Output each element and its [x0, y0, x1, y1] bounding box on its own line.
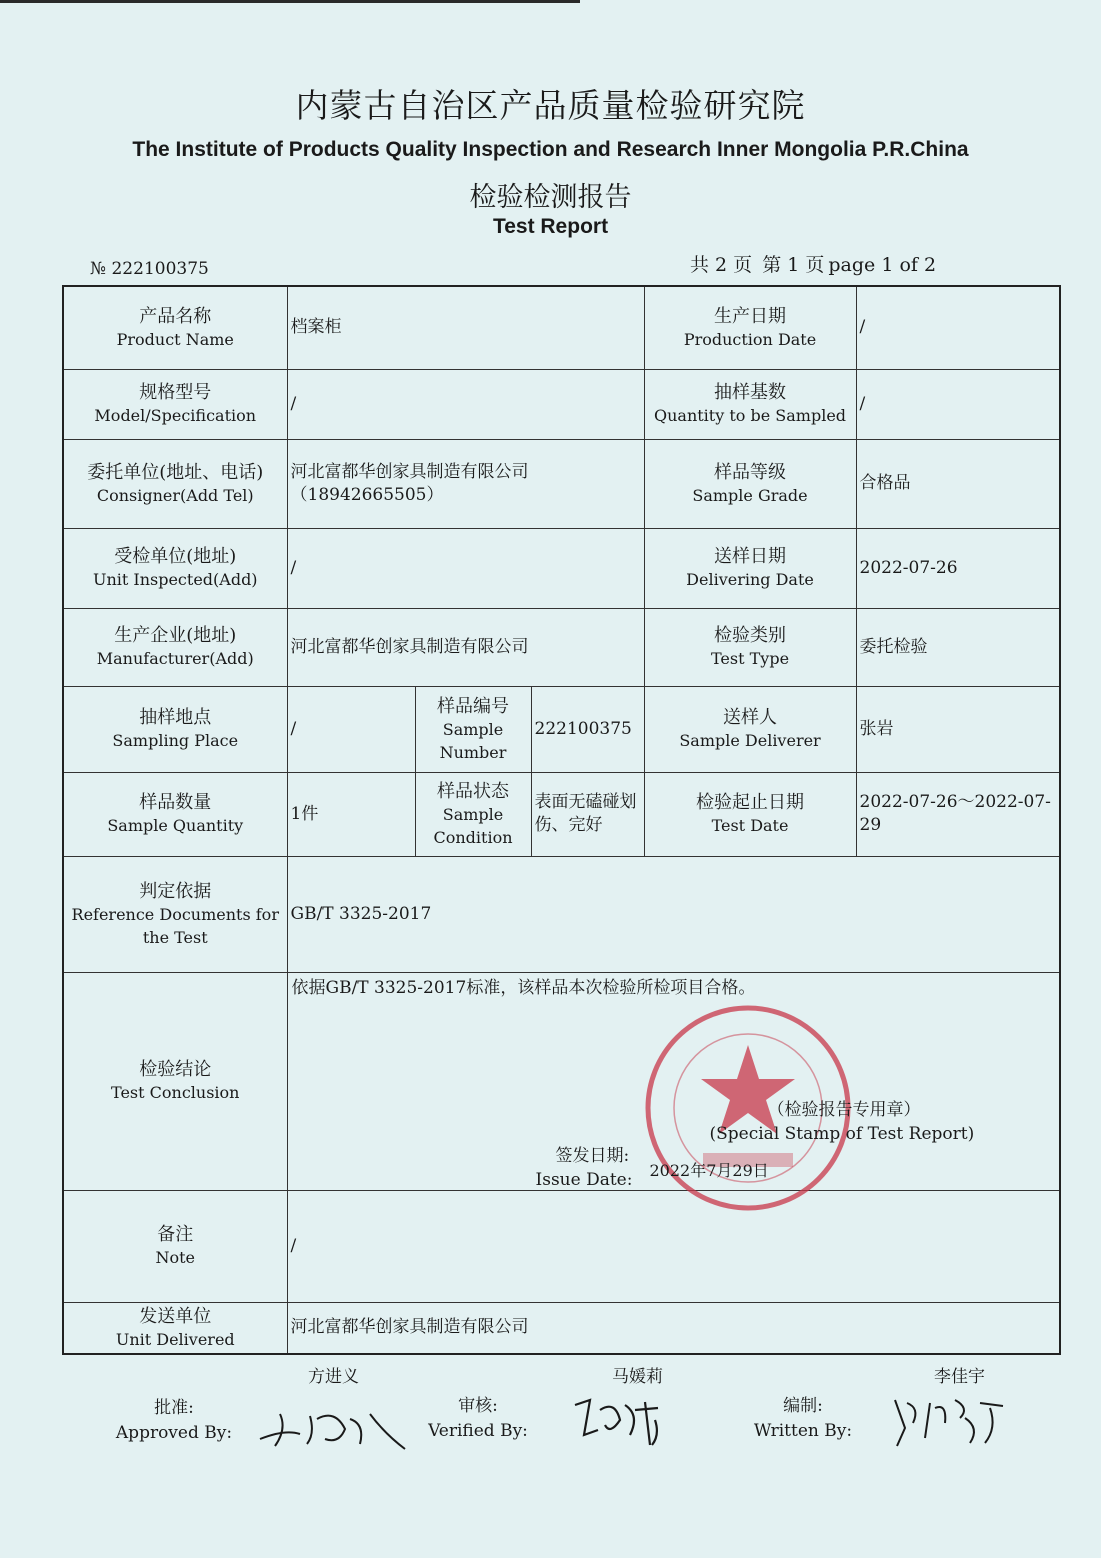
test-type-label: 检验类别 Test Type [644, 608, 856, 686]
sample-deliverer-label: 送样人 Sample Deliverer [644, 686, 856, 772]
reference-value: GB/T 3325-2017 [287, 856, 1060, 972]
institute-title-en: The Institute of Products Quality Inspection and Research Inner Mongolia P.R.China [132, 138, 969, 161]
issue-date-label-en: Issue Date: [535, 1169, 633, 1190]
sample-quantity-label: 样品数量 Sample Quantity [63, 772, 287, 856]
manufacturer-label: 生产企业(地址) Manufacturer(Add) [63, 608, 287, 686]
conclusion-text: 依据GB/T 3325-2017标准，该样品本次检验所检项目合格。 [291, 977, 756, 998]
reference-label: 判定依据 Reference Documents for the Test [63, 856, 287, 972]
writer-signature [885, 1388, 1015, 1450]
model-label: 规格型号 Model/Specification [63, 369, 287, 439]
test-date-label: 检验起止日期 Test Date [644, 772, 856, 856]
product-name-value: 档案柜 [287, 286, 644, 369]
table-row [63, 608, 1060, 686]
institute-title-cn: 内蒙古自治区产品质量检验研究院 [295, 86, 806, 125]
stamp-caption-en: (Special Stamp of Test Report) [709, 1123, 975, 1144]
production-date-label: 生产日期 Production Date [644, 286, 856, 369]
note-value: / [287, 1190, 1060, 1302]
consignor-label: 委托单位(地址、电话) Consigner(Add Tel) [63, 439, 287, 528]
table-row [63, 439, 1060, 528]
top-rule [0, 0, 580, 3]
note-label: 备注 Note [63, 1190, 287, 1302]
table-row [63, 856, 1060, 972]
stamp-caption-cn: （检验报告专用章） [767, 1099, 921, 1120]
consignor-name: 河北富都华创家具制造有限公司 [290, 461, 529, 482]
approved-by-label: 批准: Approved By: [115, 1398, 233, 1443]
conclusion-cell [287, 972, 1060, 1190]
table-row [63, 1302, 1060, 1354]
production-date-value: / [856, 286, 1060, 369]
delivering-date-value: 2022-07-26 [856, 528, 1060, 608]
unit-delivered-value: 河北富都华创家具制造有限公司 [287, 1302, 1060, 1354]
sample-number-value: 222100375 [531, 686, 644, 772]
sample-grade-label: 样品等级 Sample Grade [644, 439, 856, 528]
unit-delivered-label: 发送单位 Unit Delivered [63, 1302, 287, 1354]
approver-signature [255, 1394, 415, 1454]
table-row [63, 972, 1060, 1190]
page-current-cn: 第 1 页 [762, 254, 825, 276]
quantity-sampled-label: 抽样基数 Quantity to be Sampled [644, 369, 856, 439]
issue-date-value: 2022年7月29日 [649, 1160, 769, 1180]
sample-condition-label: 样品状态 Sample Condition [415, 772, 531, 856]
verifier-name: 马媛莉 [612, 1367, 663, 1387]
sampling-place-label: 抽样地点 Sampling Place [63, 686, 287, 772]
sample-quantity-value: 1件 [287, 772, 415, 856]
conclusion-label: 检验结论 Test Conclusion [63, 972, 287, 1190]
table-row [63, 369, 1060, 439]
report-title-cn: 检验检测报告 [469, 182, 632, 213]
test-date-value: 2022-07-26～2022-07-29 [856, 772, 1060, 856]
table-row [63, 528, 1060, 608]
verified-by-label: 审核: Verified By: [428, 1396, 528, 1441]
writer-name: 李佳宇 [934, 1367, 985, 1387]
product-name-label: 产品名称 Product Name [63, 286, 287, 369]
signature-block [0, 1358, 1101, 1478]
table-row [63, 1190, 1060, 1302]
written-by-label: 编制: Written By: [753, 1396, 853, 1441]
page-en: page 1 of 2 [828, 254, 937, 276]
report-table [62, 285, 1061, 1355]
consignor-value [287, 439, 644, 528]
sampling-place-value: / [287, 686, 415, 772]
model-value: / [287, 369, 644, 439]
test-type-value: 委托检验 [856, 608, 1060, 686]
table-row [63, 286, 1060, 369]
page-info [690, 250, 940, 277]
sample-deliverer-value: 张岩 [856, 686, 1060, 772]
page-total-cn: 共 2 页 [690, 254, 753, 276]
sample-condition-value: 表面无磕碰划伤、完好 [531, 772, 644, 856]
quantity-sampled-value: / [856, 369, 1060, 439]
sample-grade-value: 合格品 [856, 439, 1060, 528]
report-number: № 222100375 [90, 259, 209, 279]
delivering-date-label: 送样日期 Delivering Date [644, 528, 856, 608]
unit-inspected-value: / [287, 528, 644, 608]
issue-date-label-cn: 签发日期: [555, 1145, 630, 1166]
manufacturer-value: 河北富都华创家具制造有限公司 [287, 608, 644, 686]
table-row [63, 772, 1060, 856]
sample-number-label: 样品编号 Sample Number [415, 686, 531, 772]
table-row [63, 686, 1060, 772]
report-title-en: Test Report [492, 215, 609, 238]
approver-name: 方进义 [308, 1367, 359, 1387]
unit-inspected-label: 受检单位(地址) Unit Inspected(Add) [63, 528, 287, 608]
consignor-phone: （18942665505） [290, 484, 444, 505]
verifier-signature [570, 1390, 665, 1452]
